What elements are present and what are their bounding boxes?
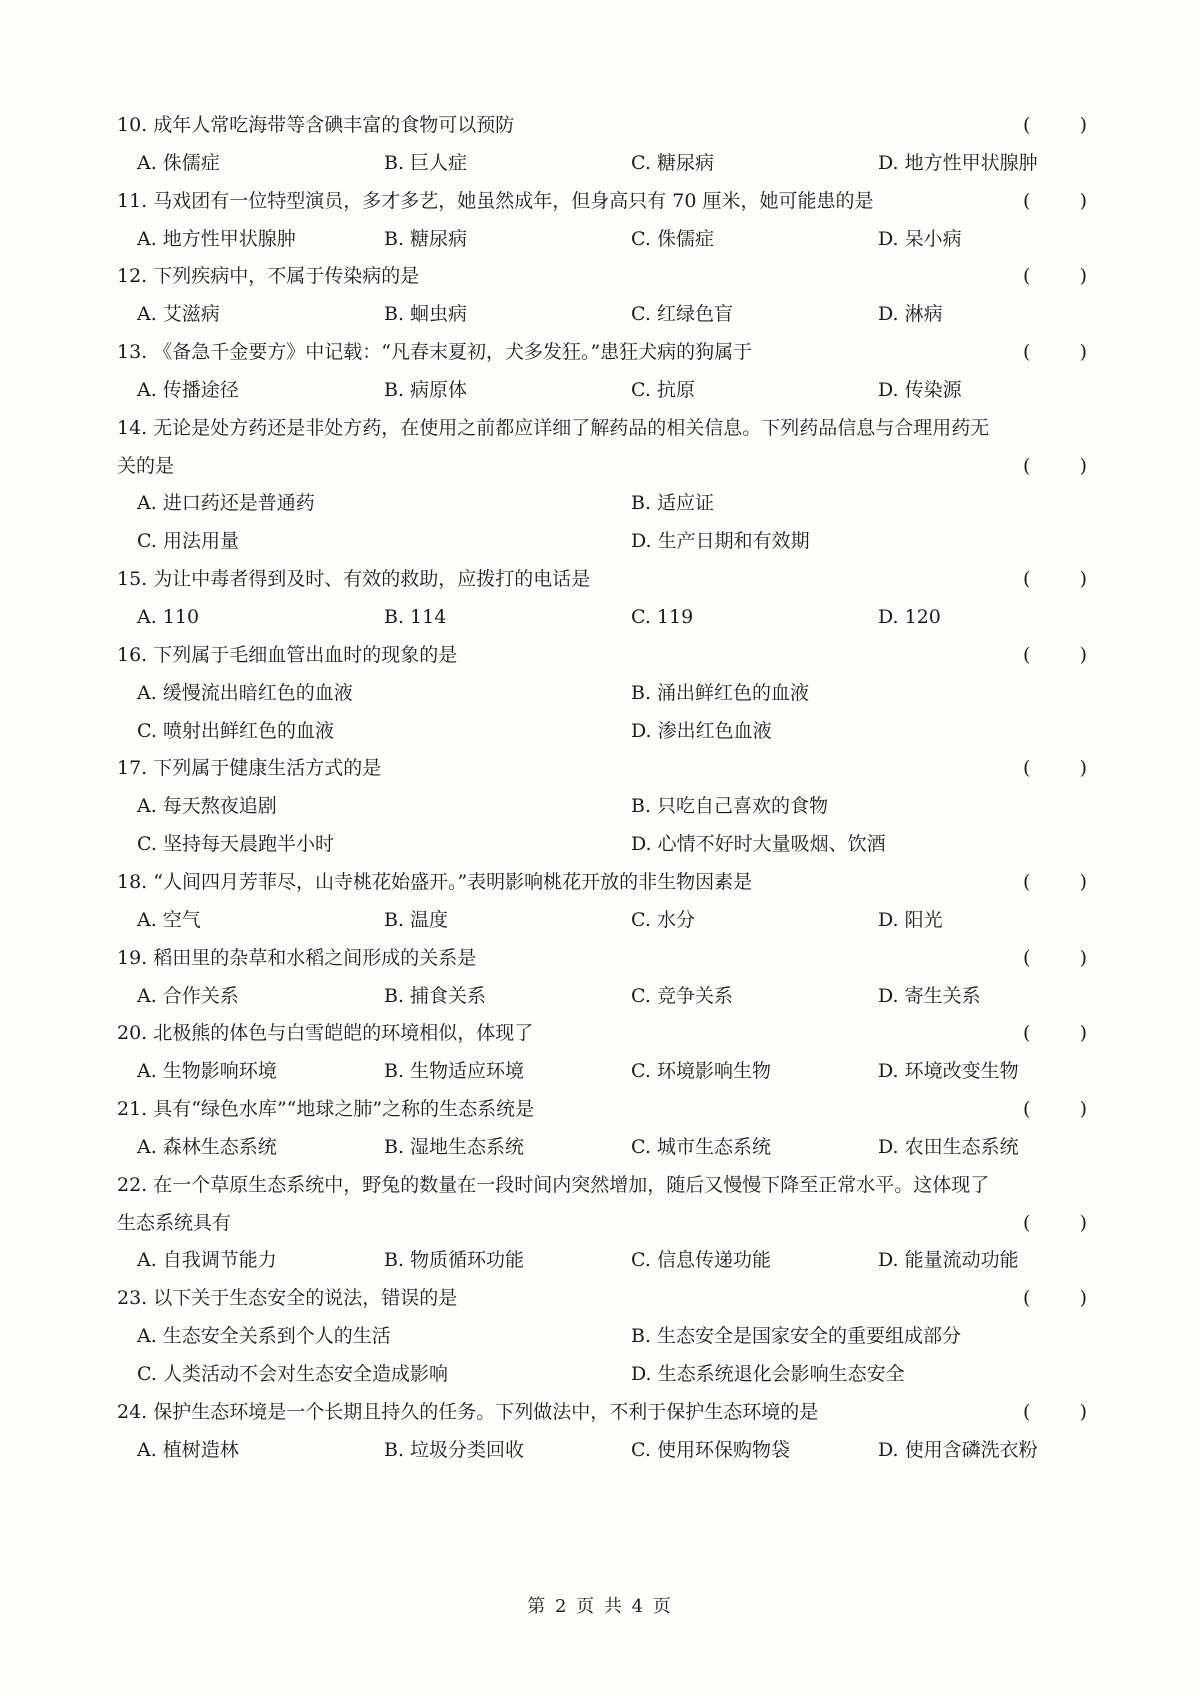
option-d[interactable]: D. 农田生态系统 <box>878 1135 1019 1158</box>
question-21 <box>117 1097 1087 1158</box>
option-a[interactable]: A. 地方性甲状腺肿 <box>137 227 296 250</box>
option-a[interactable]: A. 110 <box>137 606 200 629</box>
question-16 <box>117 643 1087 742</box>
question-12 <box>117 264 1087 326</box>
answer-blank[interactable] <box>1023 1097 1087 1121</box>
option-b[interactable]: B. 温度 <box>384 908 449 931</box>
option-d[interactable]: D. 呆小病 <box>878 227 962 250</box>
paren-close: ) <box>1079 265 1087 288</box>
option-a[interactable]: A. 生物影响环境 <box>137 1060 277 1083</box>
paren-open: ( <box>1023 568 1031 591</box>
paren-close: ) <box>1079 1287 1087 1310</box>
paren-open: ( <box>1023 1211 1031 1234</box>
option-c[interactable]: C. 喷射出鲜红色的血液 <box>137 719 334 742</box>
paren-close: ) <box>1079 1022 1087 1045</box>
option-d[interactable]: D. 传染源 <box>878 378 962 401</box>
paren-open: ( <box>1023 757 1031 780</box>
answer-blank[interactable] <box>1023 1400 1087 1424</box>
paren-close: ) <box>1079 1400 1087 1423</box>
paren-close: ) <box>1079 1211 1087 1234</box>
option-c[interactable]: C. 城市生态系统 <box>631 1135 771 1158</box>
option-d[interactable]: D. 渗出红色血液 <box>631 719 772 742</box>
option-d[interactable]: D. 心情不好时大量吸烟、饮酒 <box>631 833 886 856</box>
option-b[interactable]: B. 适应证 <box>631 492 715 515</box>
question-stem-continued: 生态系统具有 <box>117 1211 232 1234</box>
question-stem: 20. 北极熊的体色与白雪皑皑的环境相似，体现了 <box>117 1022 534 1045</box>
question-24 <box>117 1400 1087 1461</box>
question-stem: 13. 《备急千金要方》中记载：“凡春末夏初，犬多发狂。”患狂犬病的狗属于 <box>117 341 753 364</box>
option-b[interactable]: B. 捕食关系 <box>384 984 487 1007</box>
question-14 <box>117 416 1087 553</box>
paren-open: ( <box>1023 454 1031 477</box>
option-b[interactable]: B. 物质循环功能 <box>384 1249 525 1272</box>
option-d[interactable]: D. 120 <box>878 606 941 629</box>
paren-open: ( <box>1023 114 1031 136</box>
option-a[interactable]: A. 植树造林 <box>137 1438 239 1461</box>
option-c[interactable]: C. 坚持每天晨跑半小时 <box>137 833 334 856</box>
paren-close: ) <box>1079 946 1087 969</box>
question-stem: 12. 下列疾病中，不属于传染病的是 <box>117 265 420 288</box>
paren-close: ) <box>1079 341 1087 364</box>
option-c[interactable]: C. 糖尿病 <box>631 151 714 174</box>
answer-blank[interactable] <box>1023 643 1087 667</box>
answer-blank[interactable] <box>1023 567 1087 591</box>
option-c[interactable]: C. 信息传递功能 <box>631 1249 771 1272</box>
option-a[interactable]: A. 缓慢流出暗红色的血液 <box>137 681 353 704</box>
paren-open: ( <box>1023 1098 1031 1121</box>
question-17 <box>117 756 1087 856</box>
option-d[interactable]: D. 寄生关系 <box>878 984 981 1007</box>
paren-open: ( <box>1023 265 1031 288</box>
paren-close: ) <box>1079 1098 1087 1121</box>
question-stem: 10. 成年人常吃海带等含碘丰富的食物可以预防 <box>117 114 515 136</box>
answer-blank[interactable] <box>1023 1211 1087 1235</box>
option-a[interactable]: A. 自我调节能力 <box>137 1249 277 1272</box>
option-a[interactable]: A. 每天熬夜追剧 <box>137 795 277 818</box>
option-a[interactable]: A. 艾滋病 <box>137 303 220 326</box>
answer-blank[interactable] <box>1023 946 1087 970</box>
answer-blank[interactable] <box>1023 264 1087 288</box>
answer-blank[interactable] <box>1023 189 1087 213</box>
option-c[interactable]: C. 用法用量 <box>137 530 239 553</box>
option-d[interactable]: D. 淋病 <box>878 303 943 326</box>
question-stem: 23. 以下关于生态安全的说法，错误的是 <box>117 1287 458 1310</box>
paren-open: ( <box>1023 1022 1031 1045</box>
answer-blank[interactable] <box>1023 113 1087 137</box>
option-b[interactable]: B. 只吃自己喜欢的食物 <box>631 795 829 818</box>
question-10 <box>117 113 1087 174</box>
paren-open: ( <box>1023 643 1031 666</box>
option-b[interactable]: B. 蛔虫病 <box>384 303 468 326</box>
option-d[interactable]: D. 环境改变生物 <box>878 1060 1019 1083</box>
option-c[interactable]: C. 水分 <box>631 908 695 931</box>
option-c[interactable]: C. 侏儒症 <box>631 227 714 250</box>
question-stem: 21. 具有“绿色水库”“地球之肺”之称的生态系统是 <box>117 1098 535 1121</box>
option-a[interactable]: A. 空气 <box>137 908 201 931</box>
option-a[interactable]: A. 进口药还是普通药 <box>137 492 315 515</box>
page-footer: 第 2 页 共 4 页 <box>527 1596 673 1617</box>
answer-blank[interactable] <box>1023 340 1087 364</box>
answer-blank[interactable] <box>1023 870 1087 894</box>
question-stem: 11. 马戏团有一位特型演员，多才多艺，她虽然成年，但身高只有 70 厘米，她可能患的是 <box>117 189 874 212</box>
answer-blank[interactable] <box>1023 756 1087 780</box>
paren-close: ) <box>1079 114 1087 136</box>
option-c[interactable]: C. 环境影响生物 <box>631 1060 771 1083</box>
option-d[interactable]: D. 生态系统退化会影响生态安全 <box>631 1363 905 1386</box>
paren-close: ) <box>1079 568 1087 591</box>
option-c[interactable]: C. 119 <box>631 606 694 629</box>
question-22 <box>117 1173 1087 1272</box>
option-b[interactable]: B. 巨人症 <box>384 151 468 174</box>
option-b[interactable]: B. 垃圾分类回收 <box>384 1438 525 1461</box>
question-19 <box>117 946 1087 1007</box>
question-18 <box>117 870 1087 931</box>
option-c[interactable]: C. 人类活动不会对生态安全造成影响 <box>137 1363 448 1386</box>
paren-open: ( <box>1023 871 1031 893</box>
option-b[interactable]: B. 糖尿病 <box>384 227 468 250</box>
option-d[interactable]: D. 阳光 <box>878 908 943 931</box>
question-stem: 16. 下列属于毛细血管出血时的现象的是 <box>117 643 458 666</box>
paren-open: ( <box>1023 341 1031 364</box>
paren-close: ) <box>1079 643 1087 666</box>
answer-blank[interactable] <box>1023 1286 1087 1310</box>
option-a[interactable]: A. 侏儒症 <box>137 151 220 174</box>
option-a[interactable]: A. 合作关系 <box>137 984 239 1007</box>
option-d[interactable]: D. 生产日期和有效期 <box>631 530 810 553</box>
option-b[interactable]: B. 生态安全是国家安全的重要组成部分 <box>631 1325 962 1348</box>
question-11 <box>117 189 1087 250</box>
paren-open: ( <box>1023 189 1031 212</box>
question-13 <box>117 340 1087 401</box>
option-c[interactable]: C. 使用环保购物袋 <box>631 1438 790 1461</box>
question-23 <box>117 1286 1087 1386</box>
question-stem: 18. “人间四月芳菲尽，山寺桃花始盛开。”表明影响桃花开放的非生物因素是 <box>117 871 753 893</box>
option-d[interactable]: D. 使用含磷洗衣粉 <box>878 1438 1038 1461</box>
question-stem: 22. 在一个草原生态系统中，野兔的数量在一段时间内突然增加，随后又慢慢下降至正常水平。这体现了 <box>117 1173 990 1196</box>
option-d[interactable]: D. 能量流动功能 <box>878 1249 1019 1272</box>
option-c[interactable]: C. 抗原 <box>631 378 695 401</box>
answer-blank[interactable] <box>1023 454 1087 478</box>
option-c[interactable]: C. 竞争关系 <box>631 984 733 1007</box>
paren-close: ) <box>1079 757 1087 780</box>
paren-close: ) <box>1079 189 1087 212</box>
option-d[interactable]: D. 地方性甲状腺肿 <box>878 151 1038 174</box>
option-a[interactable]: A. 森林生态系统 <box>137 1135 277 1158</box>
option-a[interactable]: A. 传播途径 <box>137 378 239 401</box>
option-b[interactable]: B. 涌出鲜红色的血液 <box>631 681 810 704</box>
option-b[interactable]: B. 湿地生态系统 <box>384 1135 525 1158</box>
option-c[interactable]: C. 红绿色盲 <box>631 303 733 326</box>
paren-open: ( <box>1023 1287 1031 1310</box>
question-20 <box>117 1021 1087 1083</box>
question-15 <box>117 567 1087 629</box>
question-stem: 19. 稻田里的杂草和水稻之间形成的关系是 <box>117 946 477 969</box>
paren-close: ) <box>1079 871 1087 893</box>
question-stem-continued: 关的是 <box>117 454 175 477</box>
answer-blank[interactable] <box>1023 1021 1087 1045</box>
paren-close: ) <box>1079 454 1087 477</box>
question-stem: 14. 无论是处方药还是非处方药，在使用之前都应详细了解药品的相关信息。下列药品信息与合理用药无 <box>117 416 990 439</box>
option-b[interactable]: B. 114 <box>384 606 447 629</box>
question-stem: 24. 保护生态环境是一个长期且持久的任务。下列做法中，不利于保护生态环境的是 <box>117 1400 819 1423</box>
option-b[interactable]: B. 生物适应环境 <box>384 1060 525 1083</box>
option-a[interactable]: A. 生态安全关系到个人的生活 <box>137 1325 391 1348</box>
question-stem: 17. 下列属于健康生活方式的是 <box>117 757 382 780</box>
paren-open: ( <box>1023 1400 1031 1423</box>
option-b[interactable]: B. 病原体 <box>384 378 468 401</box>
question-stem: 15. 为让中毒者得到及时、有效的救助，应拨打的电话是 <box>117 568 591 591</box>
paren-open: ( <box>1023 946 1031 969</box>
